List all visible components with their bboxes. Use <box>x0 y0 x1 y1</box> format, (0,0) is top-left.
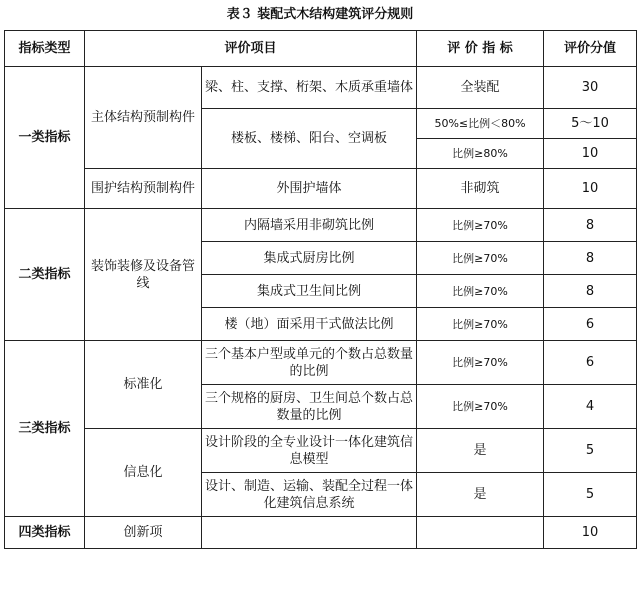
criterion-cell: 比例≥70% <box>417 385 544 429</box>
item-cell: 三个规格的厨房、卫生间总个数占总数量的比例 <box>202 385 417 429</box>
criterion-cell: 全装配 <box>417 67 544 109</box>
item-cell: 梁、柱、支撑、桁架、木质承重墙体 <box>202 67 417 109</box>
criterion-cell: 比例≥70% <box>417 242 544 275</box>
score-cell: 10 <box>544 139 637 169</box>
category-cell: 三类指标 <box>5 341 85 517</box>
score-cell: 8 <box>544 242 637 275</box>
scoring-rules-table <box>4 30 637 549</box>
table-row <box>5 67 637 109</box>
item-cell: 设计阶段的全专业设计一体化建筑信息模型 <box>202 429 417 473</box>
item-cell: 楼（地）面采用干式做法比例 <box>202 308 417 341</box>
score-cell: 4 <box>544 385 637 429</box>
table-row <box>5 209 637 242</box>
score-cell: 5～10 <box>544 109 637 139</box>
group-cell: 信息化 <box>85 429 202 517</box>
table-row <box>5 341 637 385</box>
category-cell: 二类指标 <box>5 209 85 341</box>
score-cell: 10 <box>544 169 637 209</box>
category-cell: 一类指标 <box>5 67 85 209</box>
score-cell: 6 <box>544 341 637 385</box>
score-cell: 6 <box>544 308 637 341</box>
group-cell: 创新项 <box>85 517 202 549</box>
criterion-cell: 比例≥70% <box>417 209 544 242</box>
item-cell: 三个基本户型或单元的个数占总数量的比例 <box>202 341 417 385</box>
criterion-cell: 50%≤比例＜80% <box>417 109 544 139</box>
item-cell: 内隔墙采用非砌筑比例 <box>202 209 417 242</box>
header-evaluation-criterion: 评 价 指 标 <box>417 31 544 67</box>
criterion-cell <box>417 517 544 549</box>
criterion-cell: 比例≥70% <box>417 275 544 308</box>
score-cell: 8 <box>544 209 637 242</box>
score-cell: 8 <box>544 275 637 308</box>
score-cell: 10 <box>544 517 637 549</box>
table-title: 表３ 装配式木结构建筑评分规则 <box>226 7 414 22</box>
criterion-cell: 是 <box>417 429 544 473</box>
score-cell: 30 <box>544 67 637 109</box>
table-header-row <box>5 31 637 67</box>
group-cell: 装饰装修及设备管线 <box>85 209 202 341</box>
group-cell: 主体结构预制构件 <box>85 67 202 169</box>
item-cell: 集成式厨房比例 <box>202 242 417 275</box>
item-cell: 楼板、楼梯、阳台、空调板 <box>202 109 417 169</box>
header-indicator-type: 指标类型 <box>5 31 85 67</box>
table-row <box>5 169 637 209</box>
item-cell: 集成式卫生间比例 <box>202 275 417 308</box>
criterion-cell: 比例≥70% <box>417 341 544 385</box>
criterion-cell: 比例≥80% <box>417 139 544 169</box>
item-cell: 外围护墙体 <box>202 169 417 209</box>
score-cell: 5 <box>544 473 637 517</box>
score-cell: 5 <box>544 429 637 473</box>
header-evaluation-item: 评价项目 <box>85 31 417 67</box>
header-score: 评价分值 <box>544 31 637 67</box>
group-cell: 标准化 <box>85 341 202 429</box>
table-row <box>5 517 637 549</box>
group-cell: 围护结构预制构件 <box>85 169 202 209</box>
table-row <box>5 429 637 473</box>
item-cell: 设计、制造、运输、装配全过程一体化建筑信息系统 <box>202 473 417 517</box>
category-cell: 四类指标 <box>5 517 85 549</box>
criterion-cell: 是 <box>417 473 544 517</box>
criterion-cell: 非砌筑 <box>417 169 544 209</box>
item-cell <box>202 517 417 549</box>
criterion-cell: 比例≥70% <box>417 308 544 341</box>
